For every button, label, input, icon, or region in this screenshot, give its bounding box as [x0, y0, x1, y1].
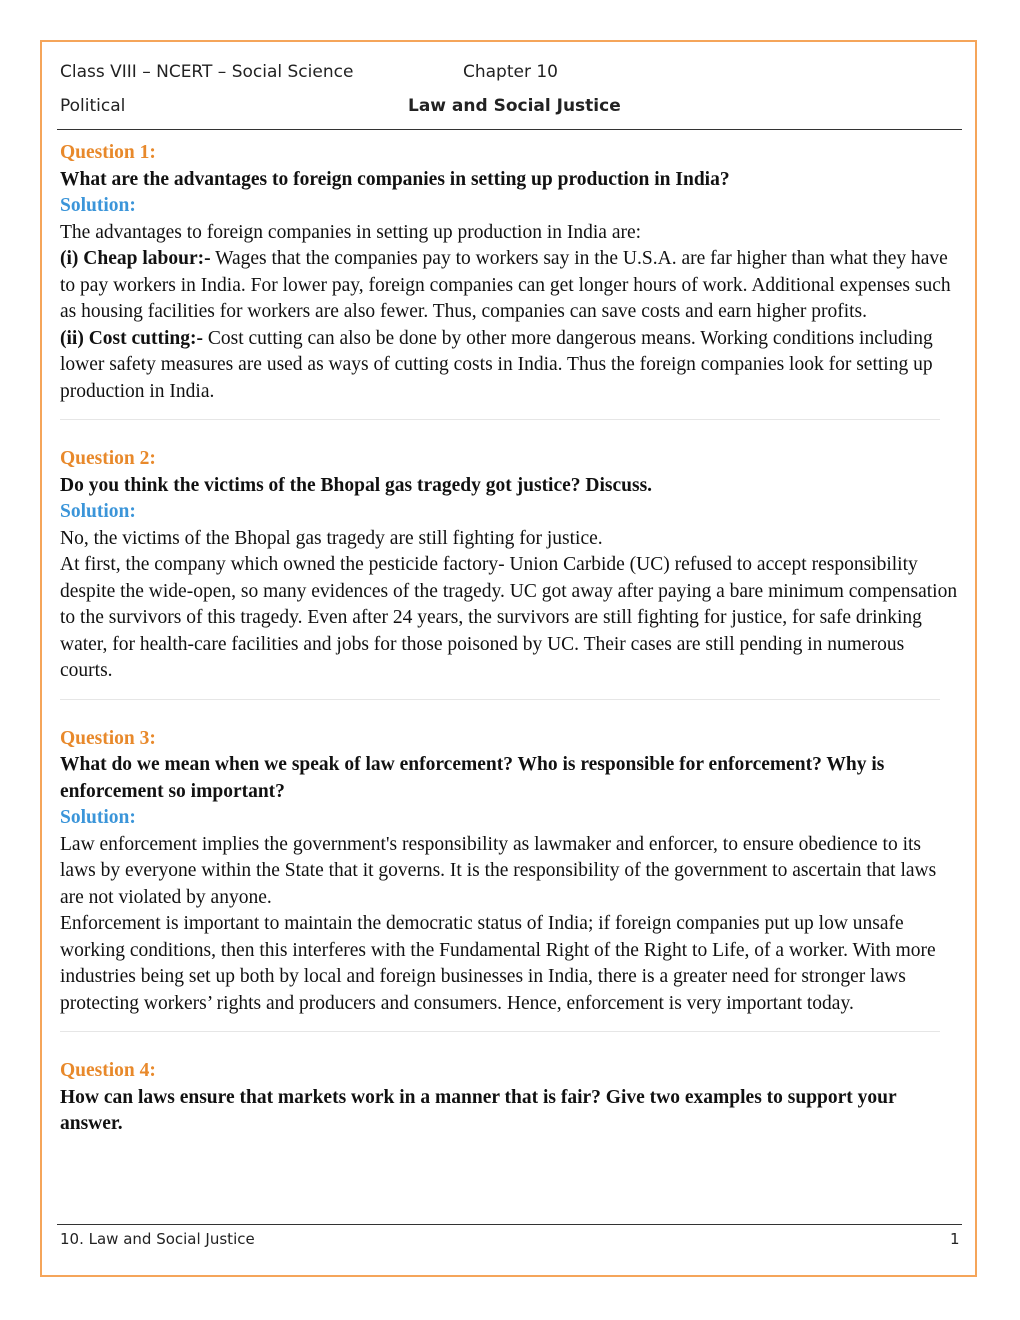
question-text: What are the advantages to foreign companies in setting up production in India? [60, 168, 730, 190]
document-body [60, 140, 960, 1138]
question-label: Question 2: [60, 448, 156, 469]
header-rule [57, 129, 962, 130]
point-label: (i) Cheap labour:- [60, 248, 211, 269]
section-divider [60, 699, 940, 700]
solution-label: Solution: [60, 501, 136, 522]
footer-title: 10. Law and Social Justice [60, 1230, 255, 1248]
header-subject: Political [60, 96, 126, 116]
question-4 [60, 1058, 960, 1138]
question-text: Do you think the victims of the Bhopal gas tragedy got justice? Discuss. [60, 474, 653, 496]
page-number: 1 [950, 1230, 960, 1248]
solution-intro: The advantages to foreign companies in setting up production in India are: [60, 221, 642, 243]
solution-point-1 [60, 246, 960, 326]
point-text: Cost cutting can also be done by other more dangerous means. Working conditions including lower safety measures are used as ways of cutting costs in India. Thus the foreign companies look for setting up production in India. [60, 327, 933, 402]
question-text: How can laws ensure that markets work in a manner that is fair? Give two examples to support your answer. [60, 1086, 897, 1134]
question-3 [60, 726, 960, 1018]
solution-paragraph: Enforcement is important to maintain the democratic status of India; if foreign companies put up low unsafe working conditions, then this interferes with the Fundamental Right of the Right to Life, of a worker. With more industries being set up both by local and foreign businesses in India, there is a greater need for stronger laws protecting workers’ rights and producers and consumers. Hence, enforcement is very important today. [60, 913, 936, 1014]
question-text: What do we mean when we speak of law enforcement? Who is responsible for enforcement? Why is enforcement so important? [60, 754, 885, 802]
solution-point-2 [60, 326, 960, 406]
point-label: (ii) Cost cutting:- [60, 327, 203, 349]
solution-paragraph: At first, the company which owned the pesticide factory- Union Carbide (UC) refused to accept responsibility despite the wide-open, so many evidences of the tragedy. UC got away after paying a bare minimum compensation to the survivors of this tragedy. Even after 24 years, the survivors are still fighting for justice, for safe drinking water, for health-care facilities and jobs for those poisoned by UC. Their cases are still pending in numerous courts. [60, 554, 958, 681]
question-label: Question 3: [60, 727, 156, 749]
footer-rule [57, 1224, 962, 1225]
section-divider [60, 1031, 940, 1032]
solution-label: Solution: [60, 807, 136, 828]
question-label: Question 1: [60, 142, 156, 163]
header-class-info: Class VIII – NCERT – Social Science [60, 62, 354, 82]
solution-label: Solution: [60, 195, 136, 216]
question-2 [60, 446, 960, 685]
question-1 [60, 140, 960, 405]
solution-paragraph: No, the victims of the Bhopal gas tragedy are still fighting for justice. [60, 527, 603, 549]
section-divider [60, 419, 940, 420]
point-text: Wages that the companies pay to workers say in the U.S.A. are far higher than what they have to pay workers in India. For lower pay, foreign companies can get longer hours of work. Additional expenses such as housing facilities for workers are also fewer. Thus, companies can save costs and earn higher profits. [60, 248, 951, 322]
header-chapter-title: Law and Social Justice [408, 96, 621, 116]
header-chapter: Chapter 10 [463, 62, 559, 82]
question-label: Question 4: [60, 1060, 156, 1081]
solution-paragraph: Law enforcement implies the government's responsibility as lawmaker and enforcer, to ensure obedience to its laws by everyone within the State that it governs. It is the responsibility of the government to ascertain that laws are not violated by anyone. [60, 833, 937, 908]
